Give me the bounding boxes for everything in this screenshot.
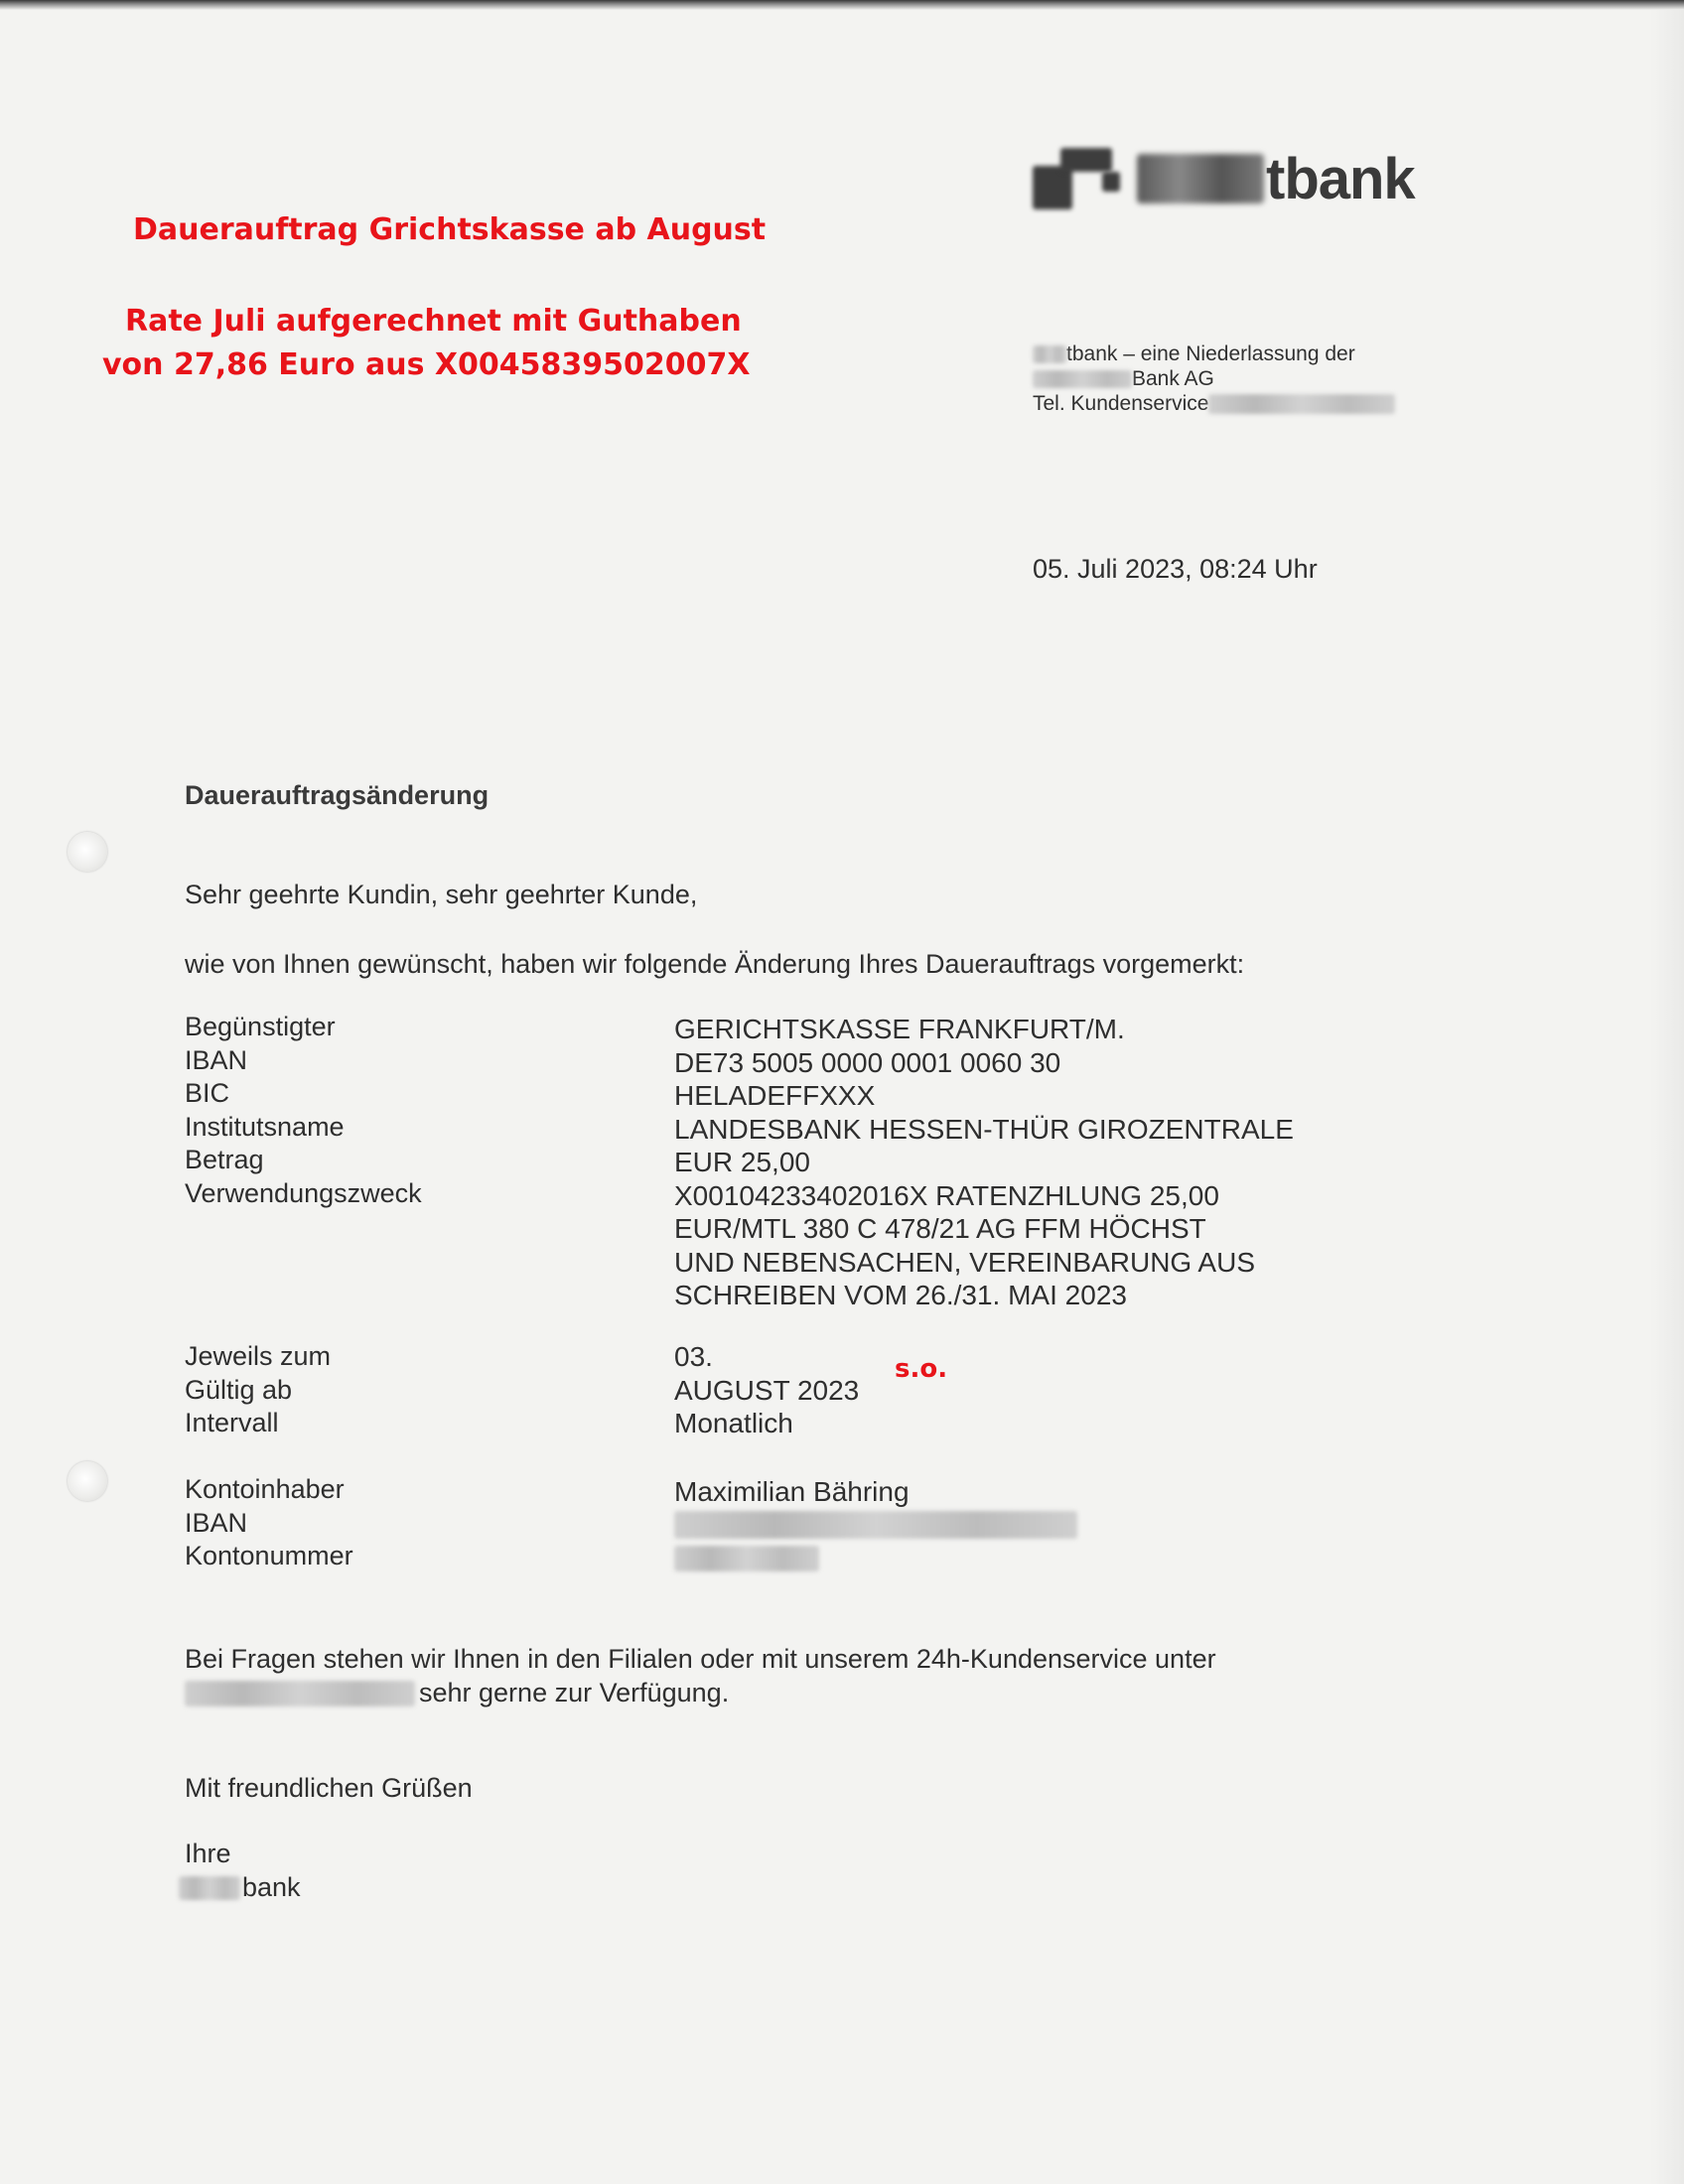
value-verwendungszweck-line-2: EUR/MTL 380 C 478/21 AG FFM HÖCHST (674, 1213, 1206, 1244)
details-labels-2 (185, 1340, 331, 1440)
label-iban-own: IBAN (185, 1507, 248, 1538)
redacted-text (1033, 345, 1066, 363)
redacted-text (1033, 370, 1132, 388)
label-verwendungszweck: Verwendungszweck (185, 1177, 422, 1208)
value-intervall: Monatlich (674, 1408, 793, 1438)
signature-line-2: bank (179, 1872, 301, 1903)
value-verwendungszweck-line-4: SCHREIBEN VOM 26./31. MAI 2023 (674, 1280, 1127, 1310)
label-gueltig-ab: Gültig ab (185, 1374, 293, 1405)
bank-address-line-2: Bank AG (1033, 366, 1395, 391)
punch-hole-top (68, 832, 107, 872)
bank-address (1033, 341, 1395, 416)
redacted-phone-number (185, 1681, 415, 1706)
label-betrag: Betrag (185, 1145, 264, 1174)
letter-subject: Dauerauftragsänderung (185, 780, 490, 810)
label-jeweils-zum: Jeweils zum (185, 1341, 332, 1371)
details-values-3 (674, 1475, 1077, 1575)
value-jeweils-zum: 03. (674, 1341, 713, 1372)
letter-salutation: Sehr geehrte Kundin, sehr geehrter Kunde, (185, 880, 698, 909)
closing-line-1: Bei Fragen stehen wir Ihnen in den Filialen oder mit unserem 24h-Kundenservice unter (185, 1644, 1216, 1674)
details-values-1 (674, 1013, 1294, 1312)
redacted-bank-name (179, 1876, 240, 1900)
label-iban: IBAN (185, 1044, 248, 1075)
signature-line-1: Ihre (185, 1839, 231, 1868)
redacted-account-number (674, 1546, 819, 1571)
annotation-so: s.o. (895, 1354, 948, 1384)
bank-logo-text: tbank (1137, 146, 1415, 212)
closing-line-2: sehr gerne zur Verfügung. (185, 1678, 729, 1708)
value-iban-own (674, 1509, 1077, 1543)
label-beguenstigter: Begünstigter (185, 1012, 336, 1041)
punch-hole-bottom (68, 1461, 107, 1501)
label-bic: BIC (185, 1078, 230, 1108)
value-verwendungszweck-line-3: UND NEBENSACHEN, VEREINBARUNG AUS (674, 1246, 1256, 1278)
details-labels-3 (185, 1473, 353, 1573)
value-gueltig-ab: AUGUST 2023 (674, 1374, 860, 1406)
closing-regards: Mit freundlichen Grüßen (185, 1773, 473, 1803)
annotation-line-1: Dauerauftrag Grichtskasse ab August (133, 212, 767, 247)
details-values-2 (674, 1340, 859, 1440)
value-bic: HELADEFFXXX (674, 1080, 876, 1111)
annotation-line-3: von 27,86 Euro aus X0045839502007X (102, 347, 751, 382)
details-labels-1 (185, 1011, 422, 1210)
scan-edge-top (0, 0, 1684, 10)
value-beguenstigter: GERICHTSKASSE FRANKFURT/M. (674, 1014, 1125, 1044)
value-verwendungszweck: X00104233402016X RATENZHLUNG 25,00 (674, 1179, 1219, 1211)
label-kontonummer: Kontonummer (185, 1541, 353, 1570)
label-kontoinhaber: Kontoinhaber (185, 1474, 345, 1504)
letter-intro: wie von Ihnen gewünscht, haben wir folgende Änderung Ihres Dauerauftrags vorgemerkt: (185, 949, 1245, 979)
value-institutsname: LANDESBANK HESSEN-THÜR GIROZENTRALE (674, 1113, 1294, 1145)
bank-address-line-3: Tel. Kundenservice (1033, 391, 1395, 416)
value-betrag: EUR 25,00 (674, 1147, 810, 1177)
bank-address-line-1: tbank – eine Niederlassung der (1033, 341, 1395, 366)
bank-logo (1033, 139, 1415, 218)
label-institutsname: Institutsname (185, 1111, 345, 1142)
redacted-phone (1208, 394, 1395, 414)
bank-logo-mark-icon (1033, 144, 1137, 213)
value-iban: DE73 5005 0000 0001 0060 30 (674, 1046, 1061, 1078)
redacted-logo-part (1137, 154, 1264, 204)
value-kontonummer (674, 1542, 1077, 1575)
scan-edge-right (1650, 10, 1684, 2184)
value-kontoinhaber: Maximilian Bähring (674, 1476, 910, 1507)
redacted-iban (674, 1511, 1077, 1539)
label-intervall: Intervall (185, 1408, 279, 1437)
letter-date: 05. Juli 2023, 08:24 Uhr (1033, 554, 1318, 584)
annotation-line-2: Rate Juli aufgerechnet mit Guthaben (125, 304, 742, 339)
